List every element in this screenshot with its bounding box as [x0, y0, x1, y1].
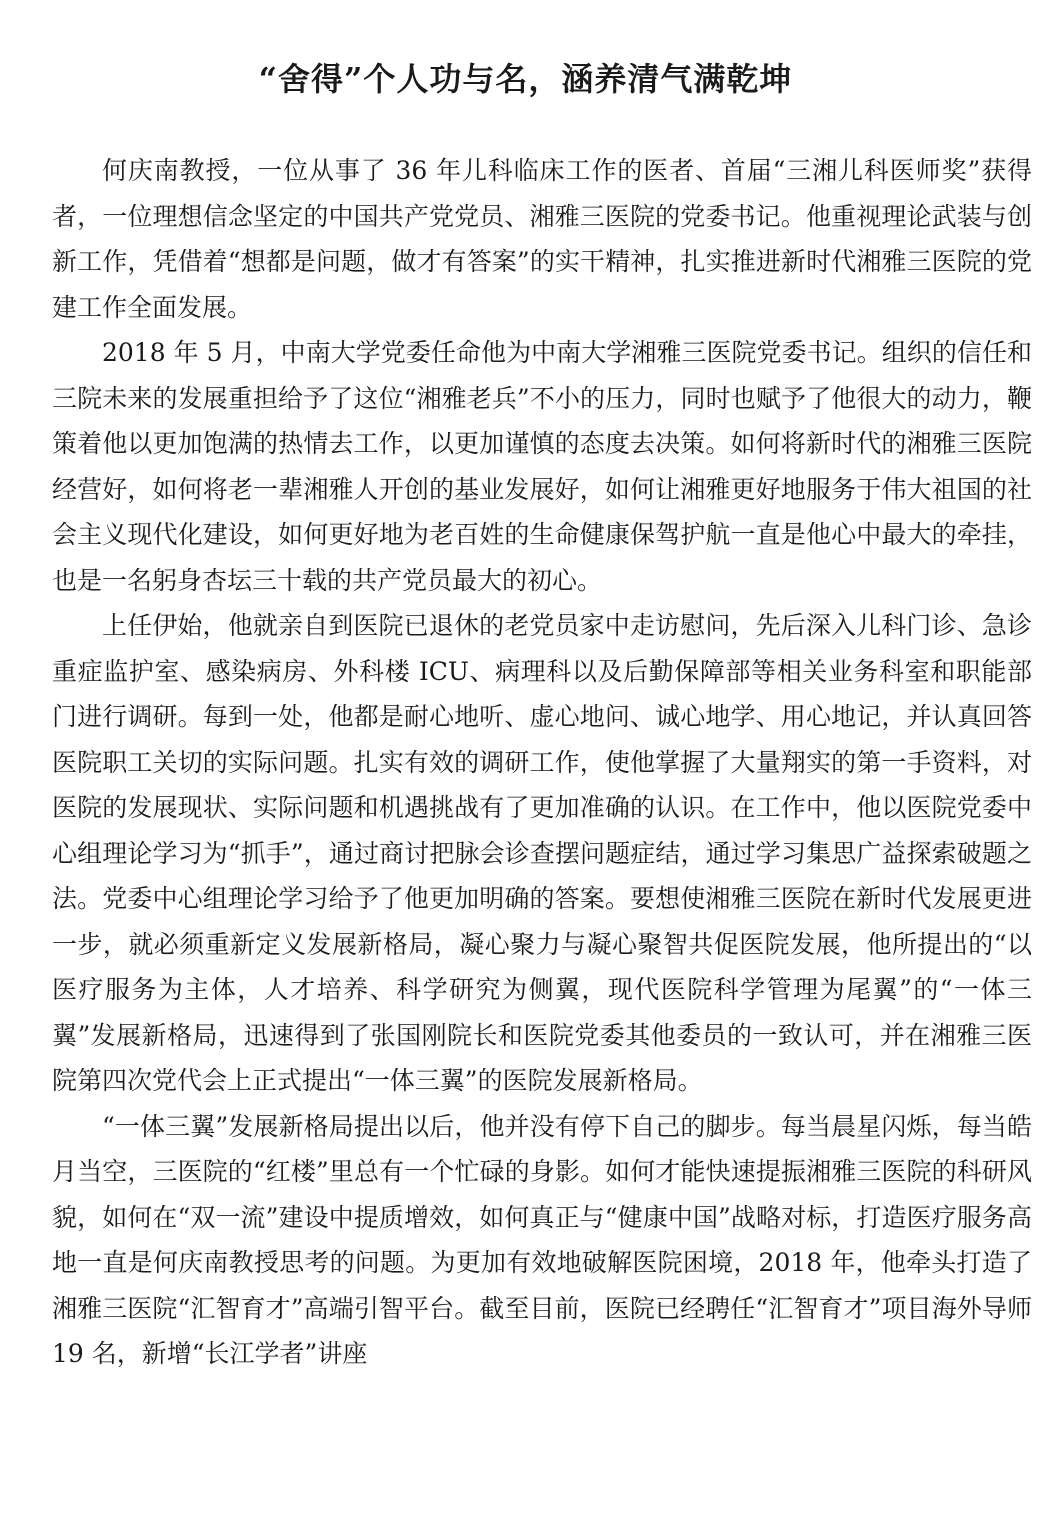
article-body — [52, 148, 1032, 1377]
paragraph: 2018 年 5 月，中南大学党委任命他为中南大学湘雅三医院党委书记。组织的信任和三院未来的发展重担给予了这位“湘雅老兵”不小的压力，同时也赋予了他很大的动力，鞭策着他以更加饱满的热情去工作，以更加谨慎的态度去决策。如何将新时代的湘雅三医院经营好，如何将老一辈湘雅人开创的基业发展好，如何让湘雅更好地服务于伟大祖国的社会主义现代化建设，如何更好地为老百姓的生命健康保驾护航一直是他心中最大的牵挂，也是一名躬身杏坛三十载的共产党员最大的初心。 — [52, 338, 1032, 595]
paragraph: “一体三翼”发展新格局提出以后，他并没有停下自己的脚步。每当晨星闪烁，每当皓月当空，三医院的“红楼”里总有一个忙碌的身影。如何才能快速提振湘雅三医院的科研风貌，如何在“双一流”建设中提质增效，如何真正与“健康中国”战略对标，打造医疗服务高地一直是何庆南教授思考的问题。为更加有效地破解医院困境，2018 年，他牵头打造了湘雅三医院“汇智育才”高端引智平台。截至目前，医院已经聘任“汇智育才”项目海外导师 19 名，新增“长江学者”讲座 — [52, 1111, 1032, 1368]
paragraph: 何庆南教授，一位从事了 36 年儿科临床工作的医者、首届“三湘儿科医师奖”获得者，一位理想信念坚定的中国共产党党员、湘雅三医院的党委书记。他重视理论武装与创新工作，凭借着“想都是问题，做才有答案”的实干精神，扎实推进新时代湘雅三医院的党建工作全面发展。 — [52, 156, 1032, 322]
page-title: “舍得”个人功与名，涵养清气满乾坤 — [258, 60, 793, 98]
paragraph: 上任伊始，他就亲自到医院已退休的老党员家中走访慰问，先后深入儿科门诊、急诊重症监护室、感染病房、外科楼 ICU、病理科以及后勤保障部等相关业务科室和职能部门进行调研。每到一处，他都是耐心地听、虚心地问、诚心地学、用心地记，并认真回答医院职工关切的实际问题。扎实有效的调研工作，使他掌握了大量翔实的第一手资料，对医院的发展现状、实际问题和机遇挑战有了更加准确的认识。在工作中，他以医院党委中心组理论学习为“抓手”，通过商讨把脉会诊查摆问题症结，通过学习集思广益探索破题之法。党委中心组理论学习给予了他更加明确的答案。要想使湘雅三医院在新时代发展更进一步，就必须重新定义发展新格局，凝心聚力与凝心聚智共促医院发展，他所提出的“以医疗服务为主体，人才培养、科学研究为侧翼，现代医院科学管理为尾翼”的“一体三翼”发展新格局，迅速得到了张国刚院长和医院党委其他委员的一致认可，并在湘雅三医院第四次党代会上正式提出“一体三翼”的医院发展新格局。 — [52, 611, 1032, 1095]
